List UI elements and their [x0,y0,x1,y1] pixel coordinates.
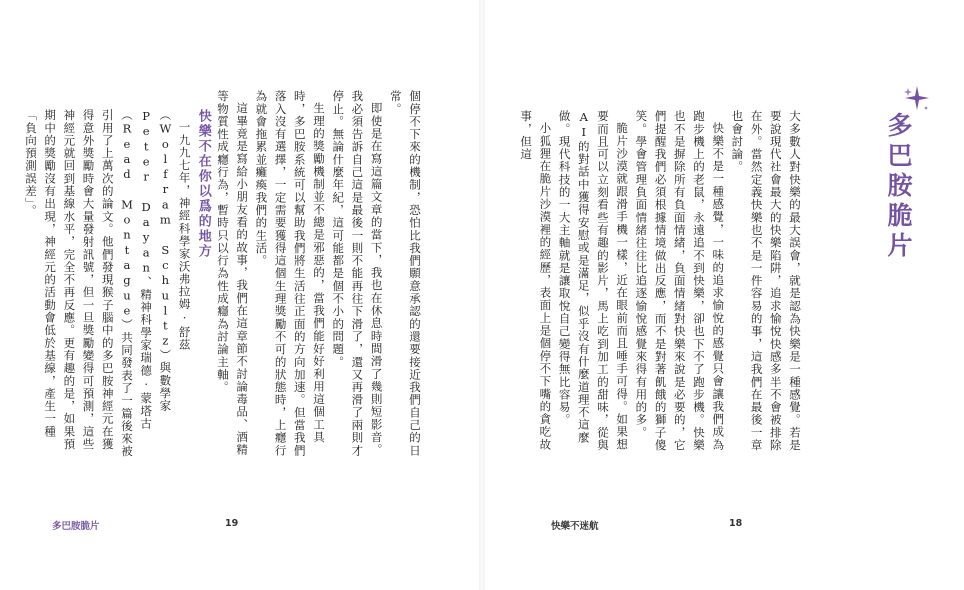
paragraph: 一九九七年，神經科學家沃弗拉姆·舒茲（Wolfram Schultz）與數學家Peter Dayan、精神科學家瑞德·蒙塔古（Read Montague）共同發表了一篇後來被引用了上萬次的論文。他們發現猴子腦中的多巴胺神經元在獲得意外獎勵時會大量發射訊號，但一旦獎勵變得可預測，這些神經元就回到基線水平，完全不再反應。更有趣的是，如果預期中的獎勵沒有出現，神經元的活動會低於基線，產生一種「負向預測誤差」。 [23,109,192,458]
chapter-heading: 多巴胺脆片 [884,112,913,262]
right-page-body [519,110,804,463]
paragraph: 大多數人對快樂的最大誤會，就是認為快樂是一種感覺。若是要說現代社會最大的快樂陷阱，追求愉悅快感多半不會被排除在外。當然定義快樂也不是一件容易的事，這我們在最後一章也會討論。 [730,110,802,452]
section-subheading: 快樂不在你以爲的地方 [195,109,211,259]
page-gutter [479,0,485,590]
paragraph: 個停不下來的機制，恐怕比我們願意承認的還要接近我們自己的日常。 [388,90,422,457]
running-footer-title: 快樂不迷航 [551,521,599,532]
paragraph: 即使是在寫這篇文章的當下，我也在休息時間滑了幾則短影音。我必須告訴自己這是最後一則不能再往下滑了，還又再滑了兩則才停止。無論什麼年紀，這可能都是個不小的問題。 [331,90,384,457]
paragraph: 這畢竟是寫給小朋友看的故事，我們在這章節不討論毒品、酒精等物質性成癮行為，暫時只以行為性成癮為討論主軸。 [215,90,250,456]
page-number: 18 [729,518,743,529]
paragraph: 生理的獎勵機制並不總是邪惡的，當我們能好好利用這個工具時，多巴胺系統可以幫助我們將生活往正面的方向加速。但當我們落入沒有選擇，一定需要獲得這個生理獎勵不可的狀態時，上癮行為就會拖累並癱瘓我們的生活。 [254,90,326,457]
left-page-body [23,90,424,463]
paragraph: 快樂不是一種感覺，一味的追求愉悅的感覺只會讓我們成為跑步機上的老鼠，永遠追不到快樂，卻也下不了跑步機。快樂也不是摒除所有負面情緒，負面情緒對快樂來說是必要的，它們提醒我們必須根據情境做出反應，而不是對著飢餓的獅子傻笑。學會管理負面情緒往往比追逐愉悅感覺來得有用的多。 [634,110,726,452]
running-footer-title: 多巴胺脆片 [52,521,100,532]
sparkle-icon [902,84,932,114]
paragraph: 小狐狸在脆片沙漠裡的經歷，表面上是個停不下嘴的貪吃故事，但這 [519,110,553,451]
paragraph: 脆片沙漠就跟滑手機一樣，近在眼前而且唾手可得。如果想要而且可以立刻看些有趣的影片，馬上吃到加工的甜味，從與AI的對話中獲得安慰或是滿足，似乎沒有什麼道理不這麼做。現代科技的一大主軸就是讓取悅自己變得無比容易。 [557,110,630,452]
page-number: 19 [225,518,239,529]
